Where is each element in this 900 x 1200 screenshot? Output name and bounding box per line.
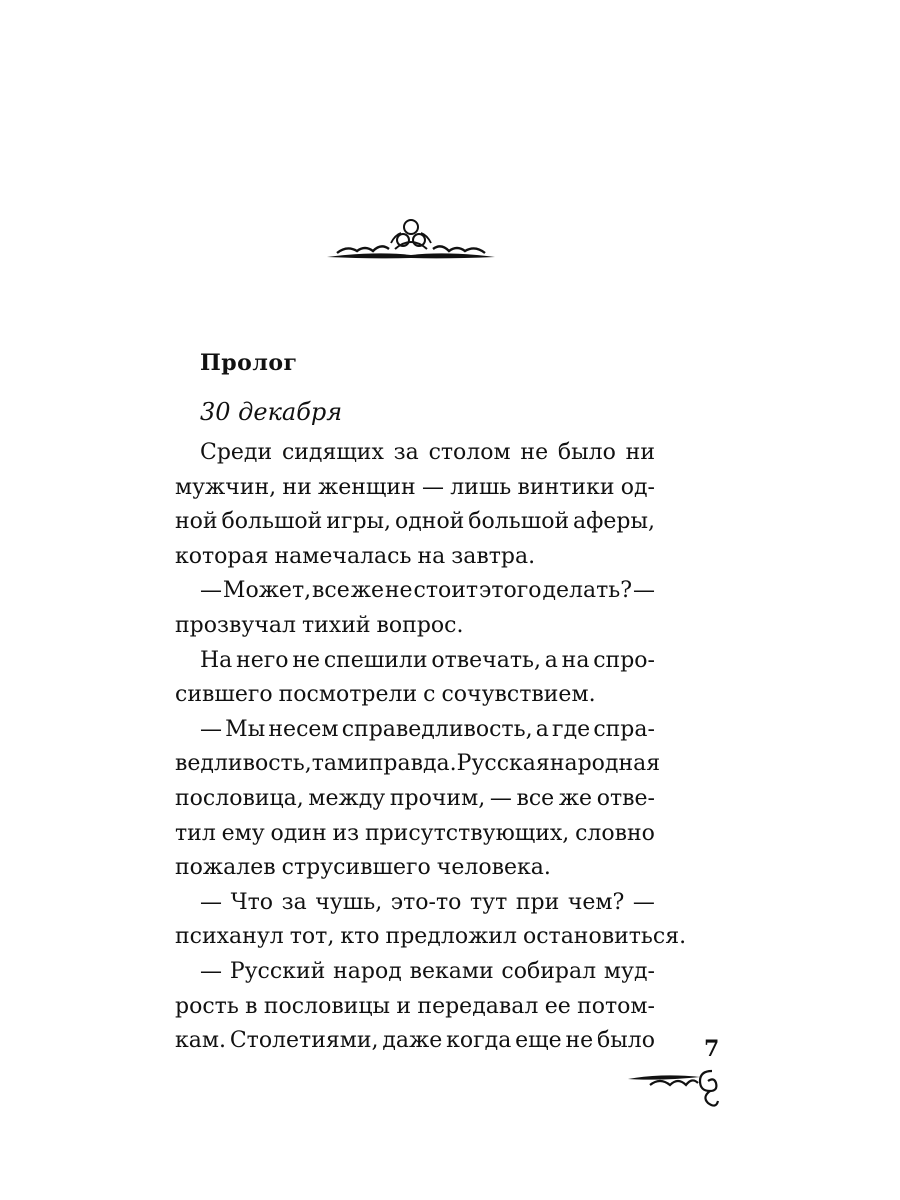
word: за (281, 889, 307, 915)
word: присутствующих, (364, 820, 570, 846)
text-line (175, 886, 655, 921)
word: чем? (567, 889, 625, 915)
word: за (393, 440, 419, 465)
text-line (175, 920, 687, 955)
text-line (175, 990, 655, 1025)
word: было (596, 1028, 655, 1054)
word: него (236, 647, 289, 673)
body-text (175, 436, 687, 1059)
text-line (175, 540, 655, 575)
word: пословицы (263, 993, 391, 1019)
chapter-heading: Пролог (200, 350, 298, 376)
text-line (175, 609, 655, 644)
word: аферы, (573, 509, 655, 535)
word: передавал (417, 993, 539, 1019)
word: предложил (385, 924, 517, 950)
word: вопрос. (376, 612, 464, 638)
word: народ (333, 958, 402, 984)
word: потом- (577, 993, 655, 1019)
word: женщин (318, 474, 416, 500)
word: когда (446, 1028, 512, 1054)
word: Русский (229, 958, 326, 984)
text-line (175, 817, 655, 852)
word: где (552, 716, 591, 742)
word: — (200, 958, 222, 984)
word: этого (479, 578, 542, 604)
word: винтики (517, 474, 615, 500)
word: и (354, 751, 369, 777)
word: а (544, 647, 558, 673)
page-number: 7 (704, 1036, 720, 1062)
word: же (350, 578, 384, 604)
word: остановиться. (522, 924, 687, 950)
word: игры, (326, 509, 392, 535)
word: правда. (368, 751, 457, 777)
word: это-то (390, 889, 462, 915)
text-line (175, 747, 661, 782)
word: на (561, 647, 590, 673)
text-line (175, 471, 655, 506)
word: од- (620, 474, 655, 500)
word: тот, (289, 924, 335, 950)
word: спра- (593, 716, 655, 742)
text-line (175, 505, 655, 540)
word: ее (544, 993, 571, 1019)
word: с (423, 682, 436, 708)
word: завтра. (451, 543, 536, 569)
word: На (200, 647, 233, 673)
word: ни (625, 440, 655, 465)
word: человека. (436, 855, 551, 881)
word: — (200, 578, 222, 604)
text-line (175, 678, 655, 713)
word: не (384, 578, 413, 604)
word: лишь (450, 474, 512, 500)
word: тихий (301, 612, 371, 638)
word: струсившего (281, 855, 431, 881)
word: Может, (222, 578, 312, 604)
word: ной (175, 509, 218, 535)
word: из (332, 820, 360, 846)
word: не (520, 440, 549, 465)
word: столом (428, 440, 511, 465)
text-line (175, 436, 655, 471)
word: намечалась (274, 543, 412, 569)
word: не (292, 647, 321, 673)
word: еще (515, 1028, 562, 1054)
word: сочувствием. (441, 682, 596, 708)
text-line (175, 1024, 655, 1059)
word: психанул (175, 924, 284, 950)
word: при (515, 889, 560, 915)
word: один (270, 820, 327, 846)
word: справедливость, (341, 716, 533, 742)
word: на (417, 543, 446, 569)
corner-scroll-ornament (628, 1067, 720, 1109)
text-line (175, 644, 655, 679)
word: — (489, 785, 512, 811)
word: Столетиями, (229, 1028, 379, 1054)
word: кто (340, 924, 380, 950)
word: большой (468, 509, 570, 535)
word: прозвучал (175, 612, 296, 638)
word: пожалев (175, 855, 276, 881)
text-line (175, 713, 655, 748)
word: муд- (603, 958, 655, 984)
word: словно (575, 820, 655, 846)
word: ему (221, 820, 265, 846)
word: прочим, (389, 785, 486, 811)
text-line (175, 851, 655, 886)
word: делать? (542, 578, 633, 604)
text-line (175, 782, 655, 817)
word: даже (382, 1028, 443, 1054)
word: мужчин, (175, 474, 277, 500)
word: которая (175, 543, 269, 569)
word: же (558, 785, 593, 811)
word: отве- (596, 785, 655, 811)
word: тут (469, 889, 508, 915)
word: и (396, 993, 412, 1019)
word: в (245, 993, 258, 1019)
word: рость (175, 993, 239, 1019)
word: спро- (593, 647, 655, 673)
word: большой (221, 509, 323, 535)
word: все (516, 785, 555, 811)
word: а (535, 716, 549, 742)
word: чушь, (315, 889, 383, 915)
word: спешили (323, 647, 428, 673)
word: несем (268, 716, 339, 742)
word: — (632, 578, 655, 604)
scroll-ornament (325, 213, 497, 263)
word: собирал (501, 958, 597, 984)
word: веками (409, 958, 494, 984)
word: не (565, 1028, 594, 1054)
word: ни (282, 474, 312, 500)
word: пословица, (175, 785, 304, 811)
chapter-date: 30 декабря (200, 398, 343, 426)
text-line (175, 574, 655, 609)
text-line (175, 955, 655, 990)
word: посмотрели (278, 682, 418, 708)
word: — (421, 474, 444, 500)
word: — (200, 716, 222, 742)
word: стоит (413, 578, 479, 604)
word: Среди (200, 440, 273, 465)
word: Русская (456, 751, 550, 777)
word: было (557, 440, 616, 465)
word: тил (175, 820, 216, 846)
word: Мы (225, 716, 266, 742)
word: отвечать, (431, 647, 541, 673)
word: — (200, 889, 222, 915)
word: сившего (175, 682, 273, 708)
word: все (312, 578, 350, 604)
word: там (311, 751, 355, 777)
word: между (308, 785, 386, 811)
word: — (632, 889, 655, 915)
word: ведливость, (175, 751, 312, 777)
word: кам. (175, 1028, 226, 1054)
word: Что (230, 889, 273, 915)
word: народная (549, 751, 661, 777)
word: сидящих (281, 440, 384, 465)
word: одной (394, 509, 465, 535)
